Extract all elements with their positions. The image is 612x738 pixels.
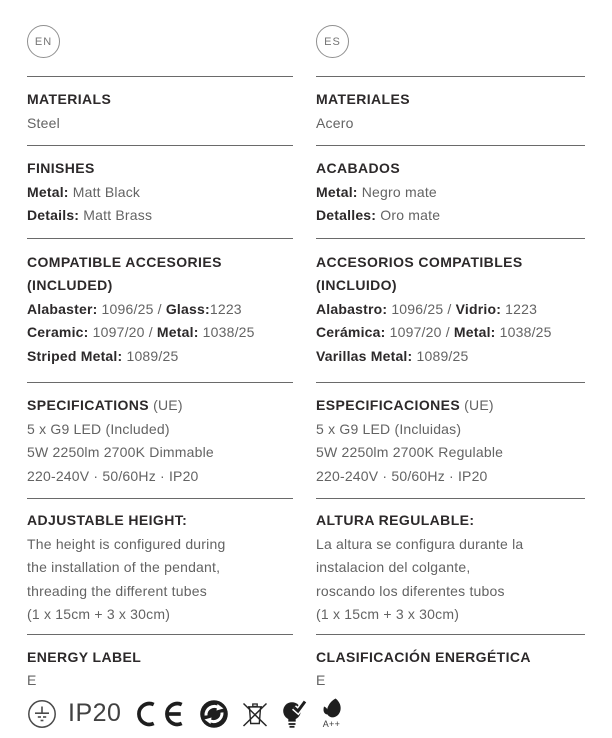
finish-row: Details: Matt Brass xyxy=(27,207,153,223)
section-title-line2: (INCLUDED) xyxy=(27,277,113,293)
accessory-row: Ceramic: 1097/20 / Metal: 1038/25 xyxy=(27,324,255,340)
section-title: SPECIFICATIONS (UE) xyxy=(27,397,183,413)
earth-ground-icon xyxy=(27,699,57,729)
column-es xyxy=(316,0,585,738)
efficiency-class-label: A++ xyxy=(322,719,341,729)
section-title: MATERIALES xyxy=(316,91,410,107)
language-badge-es-label: ES xyxy=(324,35,341,48)
height-text: roscando los diferentes tubos xyxy=(316,582,505,599)
section-height-es xyxy=(316,498,585,634)
language-badge-en-label: EN xyxy=(34,35,53,48)
height-text: (1 x 15cm + 3 x 30cm) xyxy=(316,606,460,622)
section-title: ALTURA REGULABLE: xyxy=(316,512,475,528)
section-energy-es xyxy=(316,634,585,699)
spec-row: 220-240V · 50/60Hz · IP20 xyxy=(27,467,199,484)
height-text: La altura se configura durante la xyxy=(316,535,524,552)
accessory-row: Cerámica: 1097/20 / Metal: 1038/25 xyxy=(316,324,552,340)
materials-value: Acero xyxy=(316,114,354,131)
section-title: MATERIALS xyxy=(27,91,112,107)
section-materials-es xyxy=(316,76,585,145)
recycle-icon xyxy=(199,699,229,729)
section-title: COMPATIBLE ACCESORIES xyxy=(27,253,222,270)
section-title: FINISHES xyxy=(27,160,95,176)
section-title-line2: (INCLUIDO) xyxy=(316,277,397,293)
accessory-row: Alabaster: 1096/25 / Glass:1223 xyxy=(27,300,242,317)
materials-value: Steel xyxy=(27,114,60,131)
accessory-row: Varillas Metal: 1089/25 xyxy=(316,347,469,364)
section-title: ESPECIFICACIONES (UE) xyxy=(316,397,494,413)
ip20-rating: IP20 xyxy=(68,699,122,727)
section-finishes-en xyxy=(27,145,293,238)
height-text: the installation of the pendant, xyxy=(27,559,221,575)
accessory-row: Alabastro: 1096/25 / Vidrio: 1223 xyxy=(316,300,538,317)
section-energy-en xyxy=(27,634,341,738)
section-specifications-en xyxy=(27,382,293,498)
finish-row: Metal: Matt Black xyxy=(27,183,141,200)
section-title: CLASIFICACIÓN ENERGÉTICA xyxy=(316,648,531,665)
section-accessories-es xyxy=(316,238,585,383)
section-title: ENERGY LABEL xyxy=(27,648,142,665)
section-height-en xyxy=(27,498,293,634)
section-materials-en xyxy=(27,76,293,145)
spec-row: 5W 2250lm 2700K Dimmable xyxy=(27,444,214,460)
height-text: instalacion del colgante, xyxy=(316,559,471,575)
certification-icons-row xyxy=(27,696,341,732)
section-title: ADJUSTABLE HEIGHT: xyxy=(27,512,188,528)
height-text: (1 x 15cm + 3 x 30cm) xyxy=(27,606,171,622)
section-title: ACCESORIOS COMPATIBLES xyxy=(316,253,523,270)
accessory-row: Striped Metal: 1089/25 xyxy=(27,347,179,364)
spec-row: 5 x G9 LED (Included) xyxy=(27,420,170,437)
ce-mark-icon xyxy=(132,700,188,728)
height-text: threading the different tubes xyxy=(27,582,207,599)
language-badge-es xyxy=(316,25,349,58)
section-accessories-en xyxy=(27,238,293,383)
language-badge-en xyxy=(27,25,60,58)
spec-row: 220-240V · 50/60Hz · IP20 xyxy=(316,467,488,484)
bulb-check-icon xyxy=(281,698,307,730)
spec-row: 5 x G9 LED (Incluidas) xyxy=(316,420,462,437)
height-text: The height is configured during xyxy=(27,535,226,552)
spec-row: 5W 2250lm 2700K Regulable xyxy=(316,444,504,460)
section-title: ACABADOS xyxy=(316,160,401,176)
section-specifications-es xyxy=(316,382,585,498)
weee-bin-icon xyxy=(240,699,270,729)
energy-label-value: E xyxy=(316,672,326,688)
finish-row: Detalles: Oro mate xyxy=(316,207,441,223)
finish-row: Metal: Negro mate xyxy=(316,183,437,200)
section-finishes-es xyxy=(316,145,585,238)
energy-label-value: E xyxy=(27,672,37,688)
